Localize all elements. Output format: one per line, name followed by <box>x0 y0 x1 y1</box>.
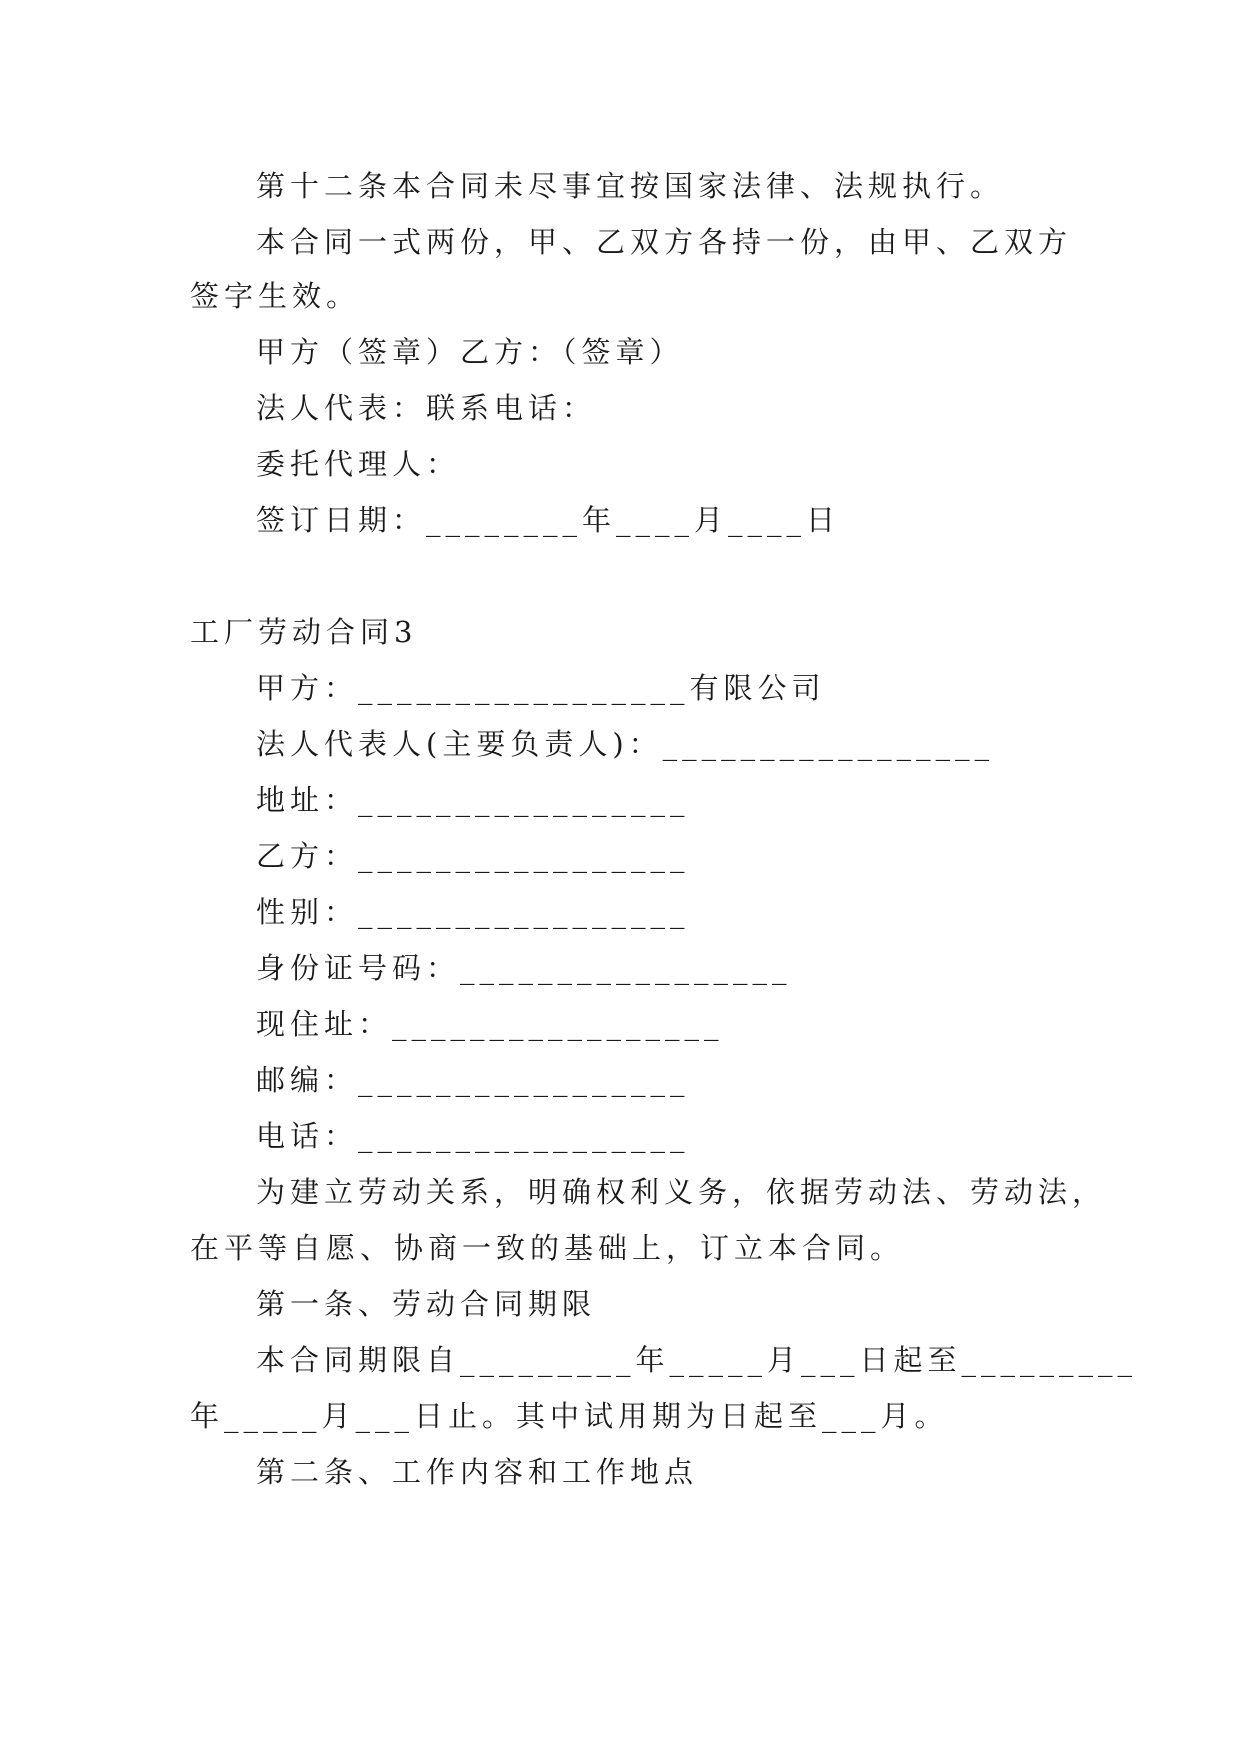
copies-text-line1: 本合同一式两份，甲、乙双方各持一份，由甲、乙双方 <box>256 225 1073 259</box>
agent-line: 委托代理人： <box>256 447 461 481</box>
current-address-field: 现住址：_________________ <box>256 1007 724 1041</box>
id-number-field: 身份证号码：_________________ <box>256 951 792 985</box>
signature-line: 甲方（签章）乙方：（签章） <box>256 335 684 369</box>
phone-field: 电话：_________________ <box>256 1119 690 1153</box>
purpose-text-line2: 在平等自愿、协商一致的基础上，订立本合同。 <box>190 1231 905 1265</box>
clause-12-text: 第十二条本合同未尽事宜按国家法律、法规执行。 <box>256 169 1005 203</box>
purpose-text-line1: 为建立劳动关系，明确权利义务，依据劳动法、劳动法， <box>256 1175 1107 1209</box>
party-a-field: 甲方：_________________有限公司 <box>256 671 826 705</box>
article-2-heading: 第二条、工作内容和工作地点 <box>256 1455 699 1489</box>
legal-rep-line: 法人代表：联系电话： <box>256 391 597 425</box>
copies-text-line2: 签字生效。 <box>190 279 361 313</box>
sign-date-line: 签订日期：________年____月____日 <box>256 503 841 537</box>
term-text-line1: 本合同期限自_________年_____月___日起至_________ <box>256 1343 1138 1377</box>
section-title: 工厂劳动合同3 <box>190 615 418 649</box>
legal-representative-field: 法人代表人(主要负责人)：_________________ <box>256 727 995 761</box>
postcode-field: 邮编：_________________ <box>256 1063 690 1097</box>
address-field: 地址：_________________ <box>256 783 690 817</box>
term-text-line2: 年_____月___日止。其中试用期为日起至___月。 <box>190 1399 949 1433</box>
gender-field: 性别：_________________ <box>256 895 690 929</box>
party-b-field: 乙方：_________________ <box>256 839 690 873</box>
article-1-heading: 第一条、劳动合同期限 <box>256 1287 597 1321</box>
